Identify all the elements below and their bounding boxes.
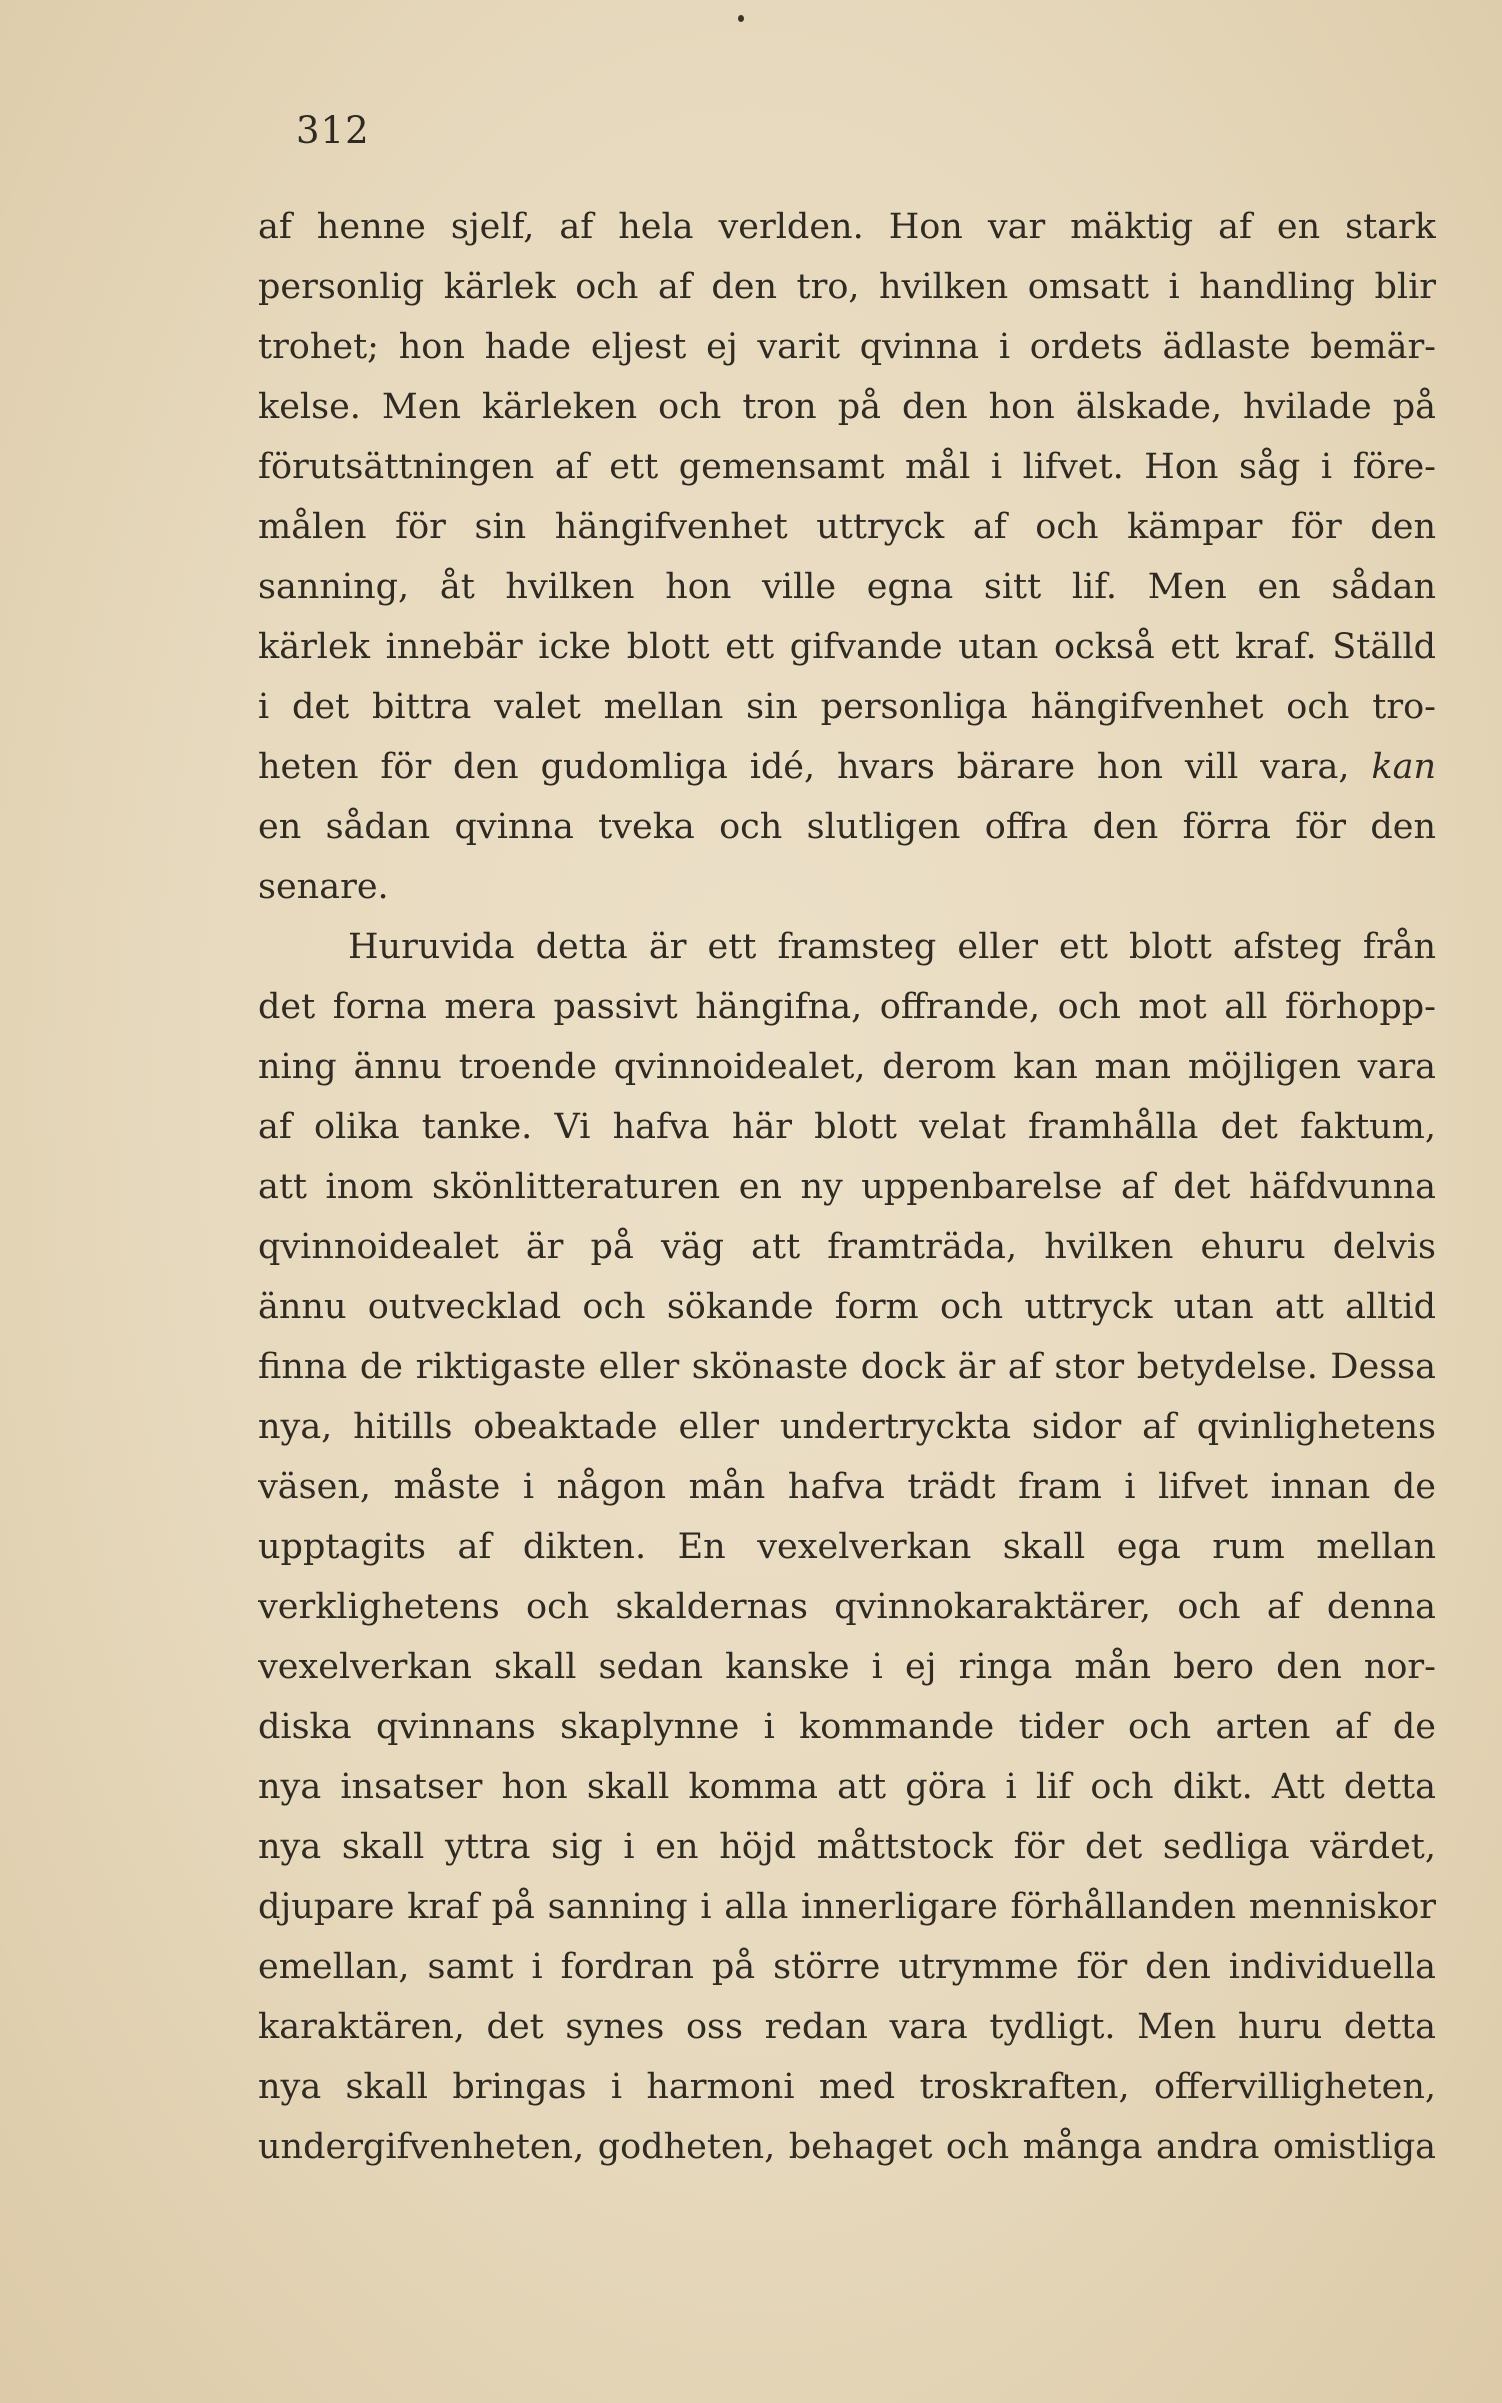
text-line: sanning, åt hvilken hon ville egna sitt lif. Men en sådan xyxy=(258,567,1436,607)
page-number: 312 xyxy=(296,109,370,152)
line-text: heten för den gudomliga idé, hvars bärare hon vill vara, xyxy=(258,747,1350,787)
text-line: diska qvinnans skaplynne i kommande tider och arten af de xyxy=(258,1707,1436,1747)
text-line: ning ännu troende qvinnoidealet, derom kan man möjligen vara xyxy=(258,1047,1436,1087)
text-line: nya skall bringas i harmoni med troskraften, offervilligheten, xyxy=(258,2067,1436,2107)
text-line: väsen, måste i någon mån hafva trädt fram i lifvet innan de xyxy=(258,1467,1436,1507)
text-line: qvinnoidealet är på väg att framträda, hvilken ehuru delvis xyxy=(258,1227,1436,1267)
text-line: ännu outvecklad och sökande form och uttryck utan att alltid xyxy=(258,1287,1436,1327)
text-line: af henne sjelf, af hela verlden. Hon var mäktig af en stark xyxy=(258,207,1436,247)
text-line: verklighetens och skaldernas qvinnokaraktärer, och af denna xyxy=(258,1587,1436,1627)
body-text xyxy=(258,197,1436,2177)
text-line: i det bittra valet mellan sin personliga hängifvenhet och tro- xyxy=(258,687,1436,727)
print-mark xyxy=(738,15,744,22)
text-line: upptagits af dikten. En vexelverkan skall ega rum mellan xyxy=(258,1527,1436,1567)
paragraph-start-line: Huruvida detta är ett framsteg eller ett blott afsteg från xyxy=(348,927,1436,967)
text-line: trohet; hon hade eljest ej varit qvinna i ordets ädlaste bemär- xyxy=(258,327,1436,367)
text-line: undergifvenheten, godheten, behaget och många andra omistliga xyxy=(258,2127,1436,2167)
text-line: djupare kraf på sanning i alla innerligare förhållanden menniskor xyxy=(258,1887,1436,1927)
text-line: kelse. Men kärleken och tron på den hon älskade, hvilade på xyxy=(258,387,1436,427)
text-line xyxy=(258,737,1436,797)
text-line: emellan, samt i fordran på större utrymme för den individuella xyxy=(258,1947,1436,1987)
text-line: finna de riktigaste eller skönaste dock är af stor betydelse. Dessa xyxy=(258,1347,1436,1387)
text-line: en sådan qvinna tveka och slutligen offra den förra för den xyxy=(258,807,1436,847)
paragraph-end-line: senare. xyxy=(258,867,389,907)
text-line: af olika tanke. Vi hafva här blott velat framhålla det faktum, xyxy=(258,1107,1436,1147)
text-line: att inom skönlitteraturen en ny uppenbarelse af det häfdvunna xyxy=(258,1167,1436,1207)
text-line: personlig kärlek och af den tro, hvilken omsatt i handling blir xyxy=(258,267,1436,307)
text-line: målen för sin hängifvenhet uttryck af och kämpar för den xyxy=(258,507,1436,547)
text-line: karaktären, det synes oss redan vara tydligt. Men huru detta xyxy=(258,2007,1436,2047)
text-line: förutsättningen af ett gemensamt mål i lifvet. Hon såg i före- xyxy=(258,447,1436,487)
text-line: nya insatser hon skall komma att göra i lif och dikt. Att detta xyxy=(258,1767,1436,1807)
text-line: nya, hitills obeaktade eller undertryckta sidor af qvinlighetens xyxy=(258,1407,1436,1447)
text-line: nya skall yttra sig i en höjd måttstock för det sedliga värdet, xyxy=(258,1827,1436,1867)
italic-word: kan xyxy=(1371,747,1436,787)
text-line: vexelverkan skall sedan kanske i ej ringa mån bero den nor- xyxy=(258,1647,1436,1687)
text-line: kärlek innebär icke blott ett gifvande utan också ett kraf. Ställd xyxy=(258,627,1436,667)
text-line: det forna mera passivt hängifna, offrande, och mot all förhopp- xyxy=(258,987,1436,1027)
